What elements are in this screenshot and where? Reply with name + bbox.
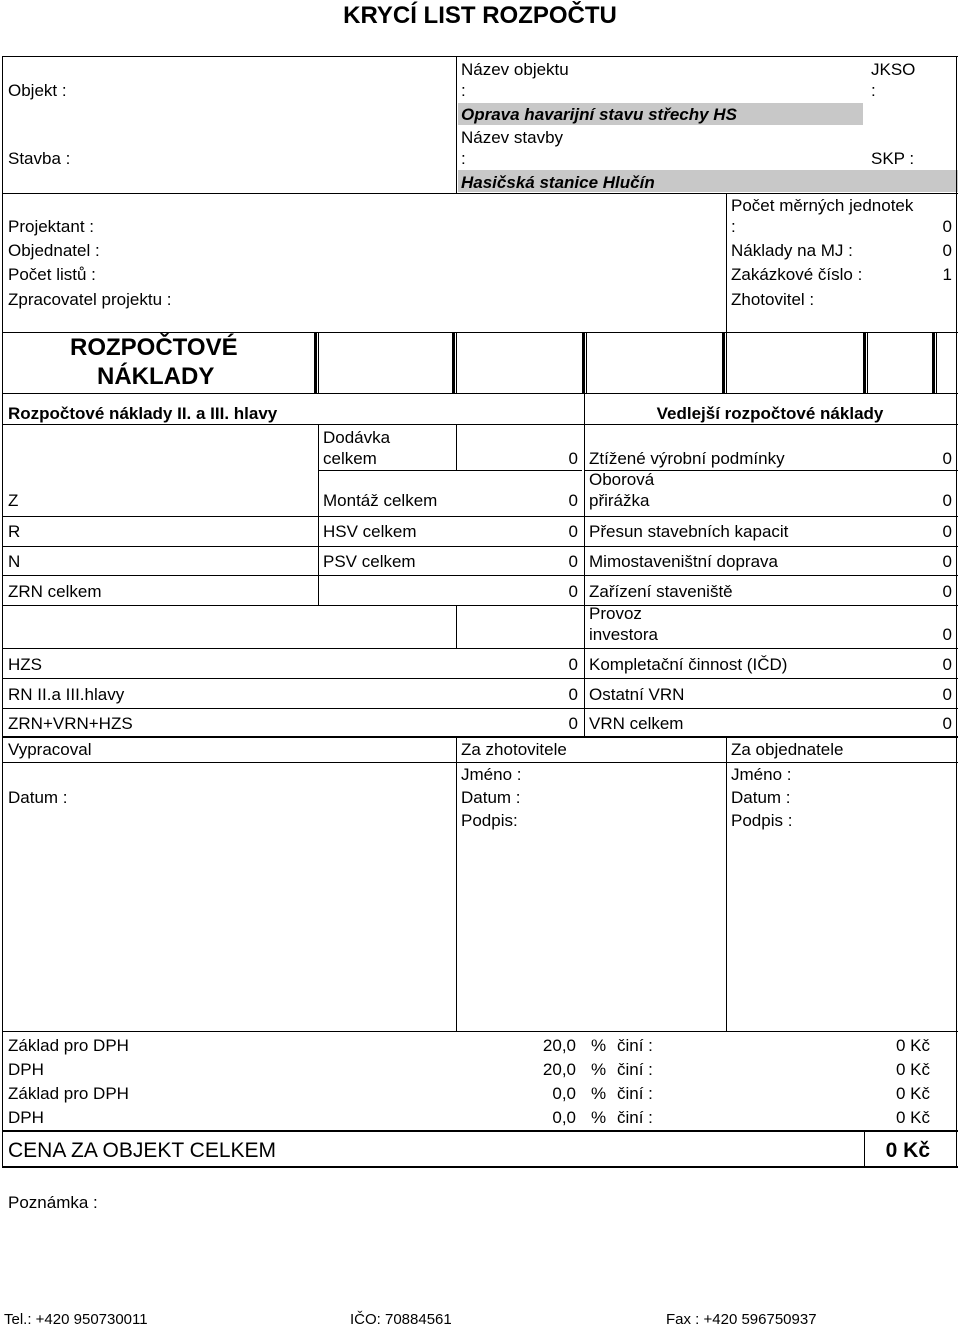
- provoz-label-2: investora: [589, 625, 658, 644]
- dodavka-label: Dodávka: [323, 428, 391, 447]
- stavba-label: Stavba :: [8, 149, 71, 168]
- mimostav-label: Mimostaveništní doprava: [589, 552, 778, 571]
- ztizene-label: Ztížené výrobní podmínky: [589, 449, 785, 468]
- footer-ico: IČO: 70884561: [350, 1311, 452, 1328]
- zarizeni-value: 0: [942, 582, 952, 601]
- za-objednatele-label: Za objednatele: [731, 740, 844, 759]
- zakazkove-cislo-value: 1: [942, 265, 952, 284]
- vat-row-cini: činí :: [617, 1108, 653, 1127]
- naklady-mj-value: 0: [942, 241, 952, 260]
- total-label: CENA ZA OBJEKT CELKEM: [8, 1139, 277, 1162]
- rn-value: 0: [568, 685, 578, 704]
- presun-value: 0: [942, 522, 952, 541]
- oborova-label: Oborová: [589, 470, 655, 489]
- hsv-label: HSV celkem: [323, 522, 417, 541]
- footer-fax: Fax : +420 596750937: [666, 1311, 817, 1328]
- zrn-value: 0: [568, 582, 578, 601]
- skp-label: SKP :: [871, 149, 915, 168]
- datum-right-label: Datum :: [731, 788, 791, 807]
- hzs-value: 0: [568, 655, 578, 674]
- ostatni-value: 0: [942, 685, 952, 704]
- building-name-value: Hasičská stanice Hlučín: [461, 173, 655, 192]
- ztizene-value: 0: [942, 449, 952, 468]
- section-title-line1: ROZPOČTOVÉ: [70, 334, 238, 361]
- vat-row-label: DPH: [8, 1060, 44, 1079]
- zakazkove-cislo-label: Zakázkové číslo :: [731, 265, 863, 284]
- vat-row-percent: %: [591, 1036, 607, 1055]
- pocet-listu-label: Počet listů :: [8, 265, 96, 284]
- vat-row-rate: 20,0: [542, 1036, 576, 1055]
- objekt-label: Objekt :: [8, 81, 67, 100]
- nazev-stavby-label: Název stavby: [461, 128, 564, 147]
- n-label: N: [8, 552, 21, 571]
- footer-tel: Tel.: +420 950730011: [4, 1311, 148, 1328]
- zrn-vrn-hzs-label: ZRN+VRN+HZS: [8, 714, 133, 733]
- zpracovatel-label: Zpracovatel projektu :: [8, 290, 172, 309]
- jkso-label: JKSO: [871, 60, 916, 79]
- objednatel-label: Objednatel :: [8, 241, 100, 260]
- jmeno-mid-label: Jméno :: [461, 765, 522, 784]
- hzs-label: HZS: [8, 655, 42, 674]
- datum-left-label: Datum :: [8, 788, 68, 807]
- za-zhotovitele-label: Za zhotovitele: [461, 740, 567, 759]
- montaz-label: Montáž celkem: [323, 491, 438, 510]
- oborova-label-2: přirážka: [589, 491, 650, 510]
- vat-row-rate: 20,0: [542, 1060, 576, 1079]
- nazev-objektu-colon: :: [461, 81, 466, 100]
- pocet-mj-value: 0: [942, 217, 952, 236]
- psv-label: PSV celkem: [323, 552, 416, 571]
- r-label: R: [8, 522, 21, 541]
- vat-row-label: Základ pro DPH: [8, 1084, 129, 1103]
- zarizeni-label: Zařízení staveniště: [589, 582, 733, 601]
- zrn-label: ZRN celkem: [8, 582, 102, 601]
- total-amount: 0 Kč: [885, 1139, 930, 1162]
- dodavka-label-2: celkem: [323, 449, 377, 468]
- pocet-mj-label: Počet měrných jednotek: [731, 196, 914, 215]
- zrn-vrn-hzs-value: 0: [568, 714, 578, 733]
- vat-row-rate: 0,0: [552, 1084, 576, 1103]
- vat-row-amount: 0 Kč: [895, 1036, 930, 1055]
- dodavka-value: 0: [568, 449, 578, 468]
- section-title-line2: NÁKLADY: [97, 363, 215, 390]
- vrn-celkem-label: VRN celkem: [589, 714, 684, 733]
- datum-mid-label: Datum :: [461, 788, 521, 807]
- left-section-header: Rozpočtové náklady II. a III. hlavy: [8, 404, 278, 423]
- rn-label: RN II.a III.hlavy: [8, 685, 125, 704]
- vat-row-cini: činí :: [617, 1036, 653, 1055]
- psv-value: 0: [568, 552, 578, 571]
- hsv-value: 0: [568, 522, 578, 541]
- page-title: KRYCÍ LIST ROZPOČTU: [343, 2, 617, 29]
- vat-row-cini: činí :: [617, 1084, 653, 1103]
- montaz-value: 0: [568, 491, 578, 510]
- oborova-value: 0: [942, 491, 952, 510]
- right-section-header: Vedlejší rozpočtové náklady: [656, 404, 884, 423]
- kompletacni-label: Kompletační činnost (IČD): [589, 655, 788, 674]
- vat-row-cini: činí :: [617, 1060, 653, 1079]
- jmeno-right-label: Jméno :: [731, 765, 792, 784]
- provoz-label: Provoz: [589, 604, 642, 623]
- vat-row-percent: %: [591, 1084, 607, 1103]
- vat-row-label: DPH: [8, 1108, 44, 1127]
- provoz-value: 0: [942, 625, 952, 644]
- object-name-value: Oprava havarijní stavu střechy HS: [461, 105, 737, 124]
- podpis-mid-label: Podpis:: [461, 811, 518, 830]
- z-label: Z: [8, 491, 19, 510]
- vat-row-label: Základ pro DPH: [8, 1036, 129, 1055]
- projektant-label: Projektant :: [8, 217, 94, 236]
- vat-row-amount: 0 Kč: [895, 1108, 930, 1127]
- nazev-stavby-colon: :: [461, 149, 466, 168]
- vat-row-percent: %: [591, 1108, 607, 1127]
- ostatni-label: Ostatní VRN: [589, 685, 685, 704]
- vat-row-percent: %: [591, 1060, 607, 1079]
- vrn-celkem-value: 0: [942, 714, 952, 733]
- presun-label: Přesun stavebních kapacit: [589, 522, 789, 541]
- vypracoval-label: Vypracoval: [8, 740, 92, 759]
- mimostav-value: 0: [942, 552, 952, 571]
- naklady-mj-label: Náklady na MJ :: [731, 241, 853, 260]
- zhotovitel-label: Zhotovitel :: [731, 290, 815, 309]
- podpis-right-label: Podpis :: [731, 811, 793, 830]
- note-label: Poznámka :: [8, 1193, 98, 1212]
- vat-row-amount: 0 Kč: [895, 1084, 930, 1103]
- jkso-colon: :: [871, 81, 876, 100]
- nazev-objektu-label: Název objektu: [461, 60, 569, 79]
- kompletacni-value: 0: [942, 655, 952, 674]
- vat-row-rate: 0,0: [552, 1108, 576, 1127]
- vat-row-amount: 0 Kč: [895, 1060, 930, 1079]
- pocet-mj-colon: :: [731, 217, 736, 236]
